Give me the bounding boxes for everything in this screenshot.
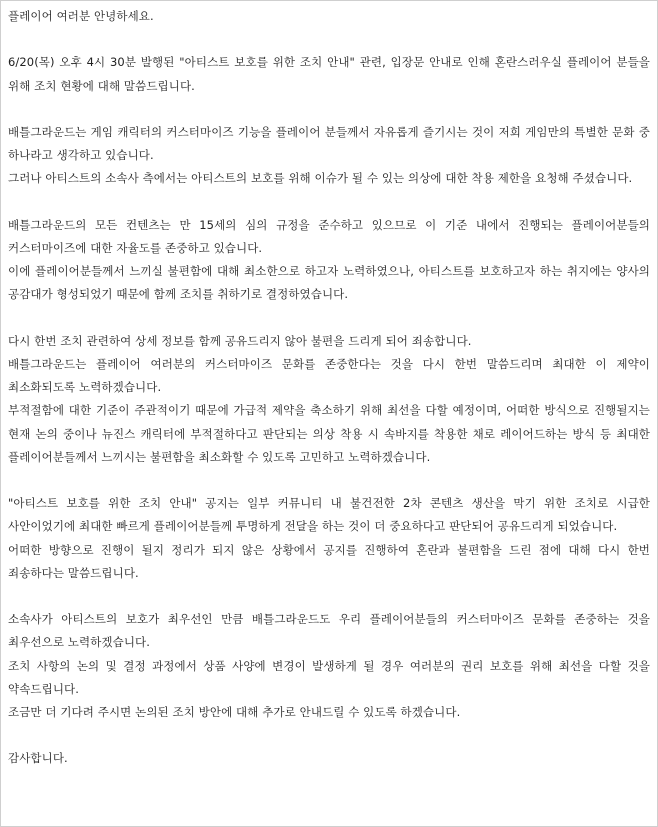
paragraph-decision: 이에 플레이어분들께서 느끼실 불편함에 대해 최소한으로 하고자 노력하였으나, 아티스트를 보호하고자 하는 취지에는 양사의 공감대가 형성되었기 때문에 함께 조치를 취하기로 결정하였습니다. [8, 264, 650, 302]
paragraph-gap [8, 307, 650, 330]
paragraph-agency-request: 그러나 아티스트의 소속사 측에서는 아티스트의 보호를 위해 이슈가 될 수 있는 의상에 대한 착용 제한을 요청해 주셨습니다. [8, 171, 633, 186]
paragraph-gap [8, 585, 650, 608]
paragraph-respect: 배틀그라운드는 플레이어 여러분의 커스터마이즈 문화를 존중한다는 것을 다시 한번 말씀드리며 최대한 이 제약이 최소화되도록 노력하겠습니다. [8, 356, 650, 395]
paragraph-apology: 다시 한번 조치 관련하여 상세 정보를 함께 공유드리지 않아 불편을 드리게 되어 죄송합니다. [8, 333, 472, 348]
paragraph-rating: 배틀그라운드의 모든 컨텐츠는 만 15세의 심의 규정을 준수하고 있으므로 이 기준 내에서 진행되는 플레이어분들의 커스터마이즈에 대한 자율도를 존중하고 있습니다. [8, 217, 650, 255]
greeting-text: 플레이어 여러분 안녕하세요. [8, 9, 154, 23]
paragraph-gap [8, 724, 650, 747]
paragraph-second-apology: 어떠한 방향으로 진행이 될지 정리가 되지 않은 상황에서 공지를 진행하여 혼란과 불편함을 드린 점에 대해 다시 한번 죄송하다는 말씀드립니다. [8, 542, 650, 580]
paragraph-followup: 조금만 더 기다려 주시면 논의된 조치 방안에 대해 추가로 안내드릴 수 있도록 하겠습니다. [8, 705, 461, 719]
paragraph-culture: 배틀그라운드는 게임 캐릭터의 커스터마이즈 기능을 플레이어 분들께서 자유롭게 즐기시는 것이 저희 게임만의 특별한 문화 중 하나라고 생각하고 있습니다. [8, 124, 650, 163]
paragraph-notice-reason: "아티스트 보호를 위한 조치 안내" 공지는 일부 커뮤니티 내 불건전한 2차 콘텐츠 생산을 막기 위한 조치로 시급한 사안이었기에 최대한 빠르게 플레이어분들께 투명하게 전달을 하는 것이 더 중요하다고 판단되어 공유드리게 되었습니다. [8, 496, 650, 534]
paragraph-priority: 소속사가 아티스트의 보호가 최우선인 만큼 배틀그라운드도 우리 플레이어분들의 커스터마이즈 문화를 존중하는 것을 최우선으로 노력하겠습니다. [8, 612, 650, 650]
paragraph-gap [8, 28, 650, 51]
paragraph-plan: 부적절함에 대한 기준이 주관적이기 때문에 가급적 제약을 축소하기 위해 최선을 다할 예정이며, 어떠한 방식으로 진행될지는 현재 논의 중이나 뉴진스 캐릭터에 부적절하다고 판단되는 의상 착용 시 속바지를 착용한 채로 레이어드하는 방식 등 최대한 플레이어분들께서 느끼시는 불편함을 최소화할 수 있도록 고민하고 노력하겠습니다. [8, 403, 650, 464]
paragraph-intro: 6/20(목) 오후 4시 30분 발행된 "아티스트 보호를 위한 조치 안내" 관련, 입장문 안내로 인해 혼란스러우실 플레이어 분들을 위해 조치 현황에 대해 말씀드립니다. [8, 55, 650, 93]
paragraph-gap [8, 98, 650, 121]
notice-body [8, 5, 650, 771]
paragraph-gap [8, 191, 650, 214]
paragraph-promise: 조치 사항의 논의 및 결정 과정에서 상품 사양에 변경이 발생하게 될 경우 여러분의 권리 보호를 위해 최선을 다할 것을 약속드립니다. [8, 658, 650, 696]
paragraph-gap [8, 469, 650, 492]
closing-text: 감사합니다. [8, 751, 68, 766]
